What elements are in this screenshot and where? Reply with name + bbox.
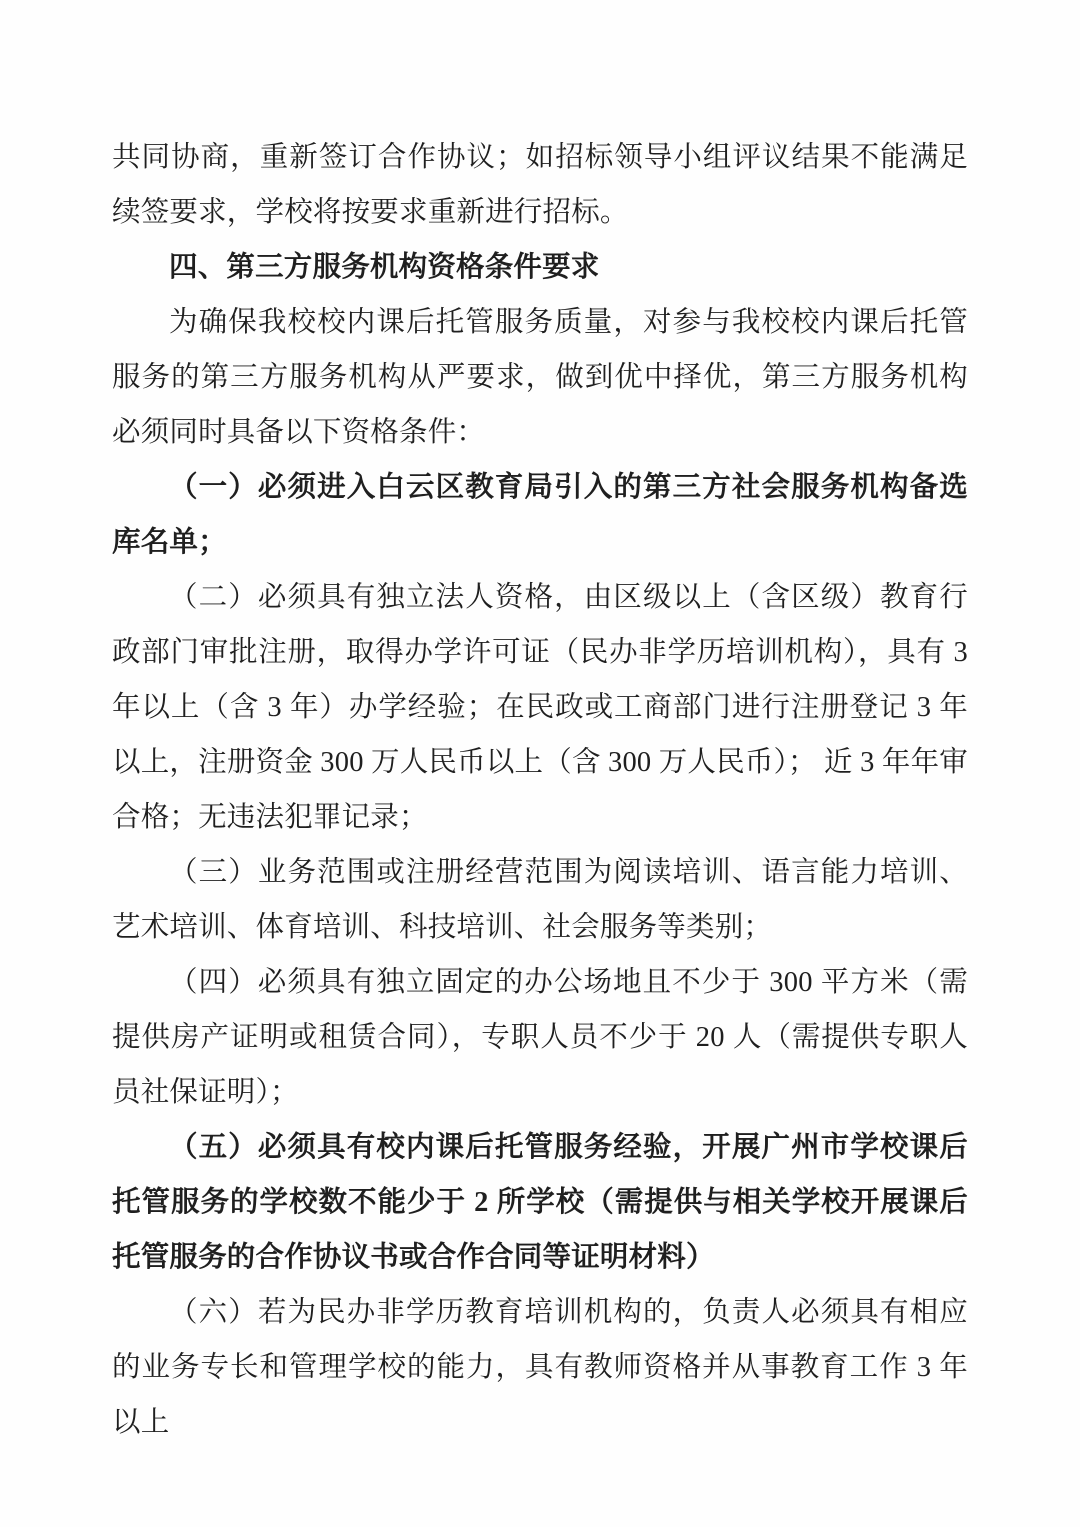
list-item-6: （六）若为民办非学历教育培训机构的，负责人必须具有相应的业务专长和管理学校的能力，具有教师资格并从事教育工作 3 年以上 (112, 1297, 968, 1438)
paragraph-continuation: 共同协商，重新签订合作协议；如招标领导小组评议结果不能满足续签要求，学校将按要求重新进行招标。 (112, 142, 968, 228)
list-item-5: （五）必须具有校内课后托管服务经验，开展广州市学校课后托管服务的学校数不能少于 2 所学校（需提供与相关学校开展课后托管服务的合作协议书或合作合同等证明材料） (112, 1132, 968, 1273)
section-heading: 四、第三方服务机构资格条件要求 (169, 252, 600, 283)
paragraph-intro: 为确保我校校内课后托管服务质量，对参与我校校内课后托管服务的第三方服务机构从严要求，做到优中择优，第三方服务机构必须同时具备以下资格条件： (112, 307, 968, 448)
list-item-3: （三）业务范围或注册经营范围为阅读培训、语言能力培训、艺术培训、体育培训、科技培训、社会服务等类别； (112, 857, 968, 943)
list-item-1: （一）必须进入白云区教育局引入的第三方社会服务机构备选库名单； (112, 472, 968, 558)
list-item-4: （四）必须具有独立固定的办公场地且不少于 300 平方米（需提供房产证明或租赁合同），专职人员不少于 20 人（需提供专职人员社保证明）； (112, 967, 968, 1108)
list-item-2: （二）必须具有独立法人资格，由区级以上（含区级）教育行政部门审批注册，取得办学许可证（民办非学历培训机构），具有 3 年以上（含 3 年）办学经验；在民政或工商部门进行注册登记 3 年以上，注册资金 300 万人民币以上（含 300 万人民币）； 近 3 年年审合格；无违法犯罪记录； (112, 582, 968, 833)
